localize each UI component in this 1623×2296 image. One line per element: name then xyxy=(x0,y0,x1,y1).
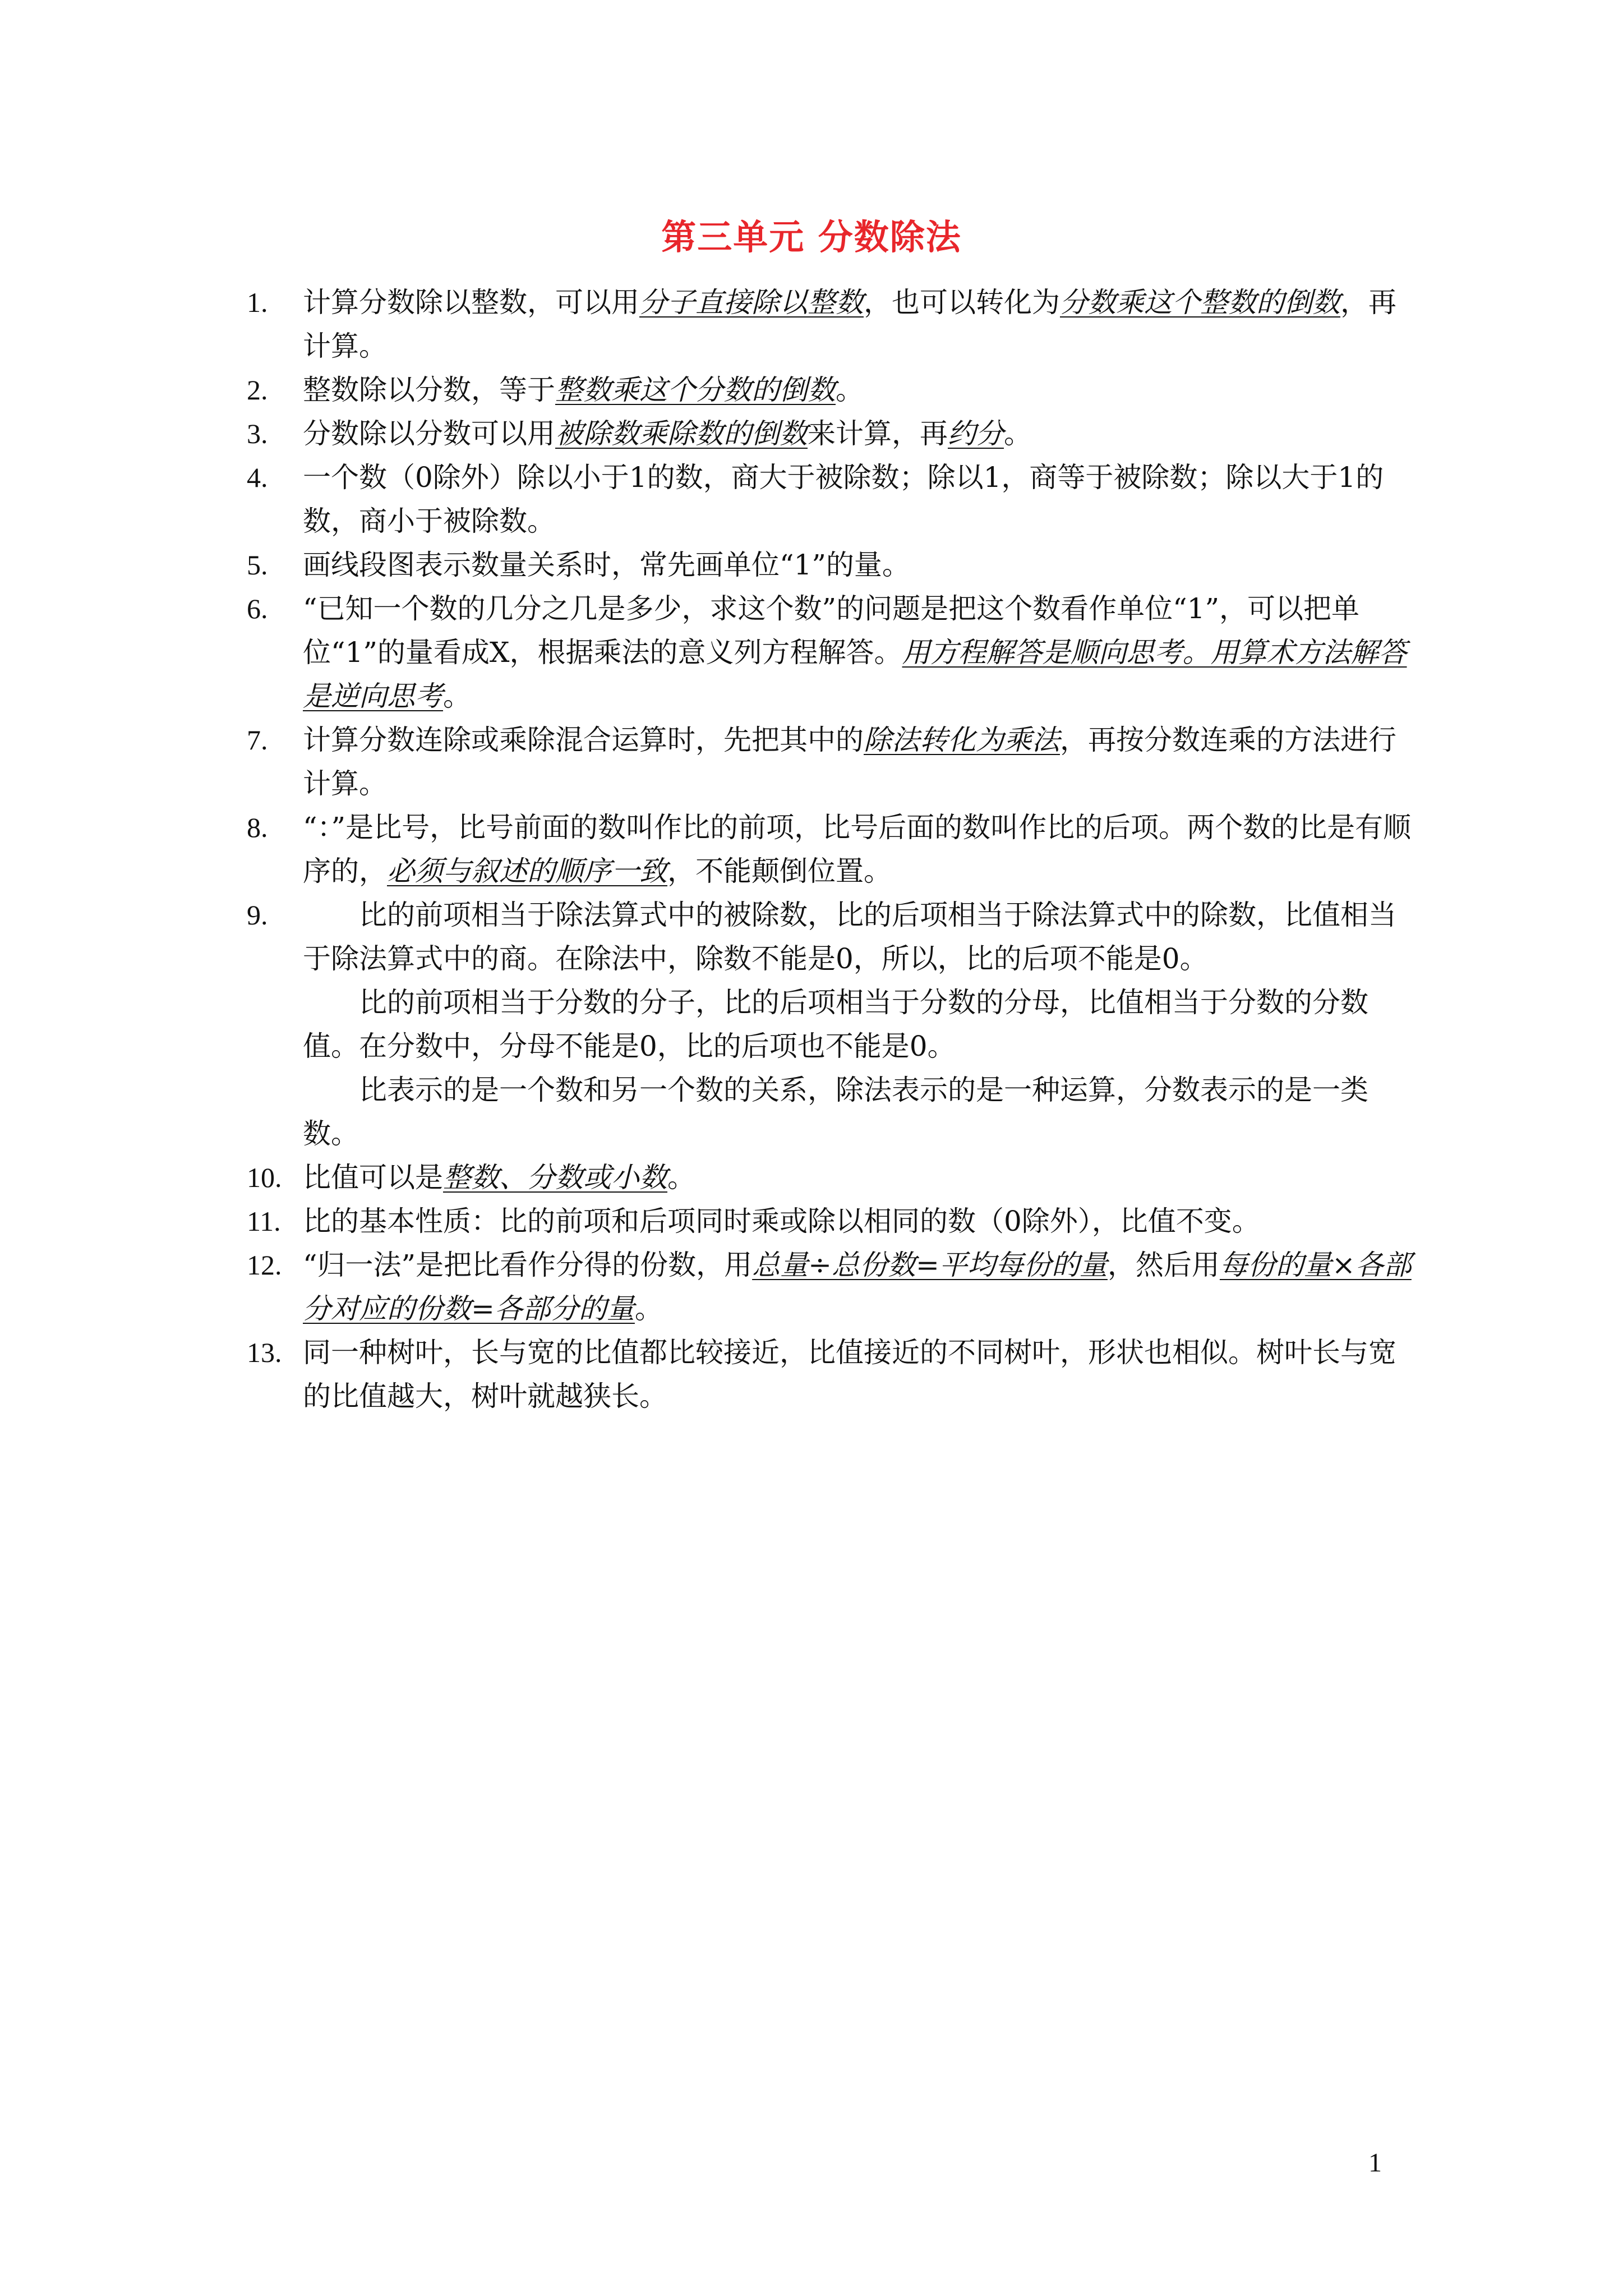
item-number: 11. xyxy=(247,1205,281,1237)
item-text: 比值可以是 xyxy=(303,1161,443,1194)
item-text: ，再计算。 xyxy=(303,286,1396,362)
item-text: ，然后用 xyxy=(1107,1249,1220,1281)
item-paragraph: 比表示的是一个数和另一个数的关系，除法表示的是一种运算，分数表示的是一类数。 xyxy=(303,1074,1368,1150)
list-item xyxy=(247,368,1413,412)
list-item xyxy=(247,1331,1413,1418)
item-text: 整数除以分数，等于 xyxy=(303,374,555,406)
list-item xyxy=(247,718,1413,806)
item-number: 10. xyxy=(247,1162,282,1193)
item-paragraph: 比的前项相当于分数的分子，比的后项相当于分数的分母，比值相当于分数的分数值。在分数中，分母不能是0，比的后项也不能是0。 xyxy=(303,986,1368,1062)
item-number: 12. xyxy=(247,1249,282,1281)
emphasis-text: 被除数乘除数的倒数 xyxy=(555,417,808,450)
list-item xyxy=(247,1156,1413,1199)
emphasis-text: 除法转化为乘法 xyxy=(864,724,1060,756)
item-paragraph: 比的前项相当于除法算式中的被除数，比的后项相当于除法算式中的除数，比值相当于除法算式中的商。在除法中，除数不能是0，所以，比的后项不能是0。 xyxy=(303,899,1396,975)
list-item xyxy=(247,455,1413,543)
item-text: ，也可以转化为 xyxy=(864,286,1060,319)
item-text: 计算分数除以整数，可以用 xyxy=(303,286,639,319)
emphasis-text: 整数、分数或小数 xyxy=(443,1161,667,1194)
list-item xyxy=(247,893,1413,1156)
emphasis-text: 总量÷总份数=平均每份的量 xyxy=(752,1249,1108,1281)
item-text: 计算分数连除或乘除混合运算时，先把其中的 xyxy=(303,724,864,756)
item-number: 8. xyxy=(247,812,268,843)
item-number: 9. xyxy=(247,899,268,931)
item-text: 分数除以分数可以用 xyxy=(303,417,555,450)
item-number: 2. xyxy=(247,374,268,406)
item-number: 1. xyxy=(247,287,268,318)
emphasis-text: 必须与叙述的顺序一致 xyxy=(387,855,667,887)
item-text: “已知一个数的几分之几是多少，求这个数”的问题是把这个数看作单位“1”，可以把单位“1”的量看成X，根据乘法的意义列方程解答。 xyxy=(303,592,1360,669)
item-text: ，不能颠倒位置。 xyxy=(667,855,892,887)
emphasis-text: 用方程解答是顺向思考。用算术方法解答是逆向思考 xyxy=(303,636,1407,712)
item-text: 。 xyxy=(634,1292,663,1325)
emphasis-text: 分子直接除以整数 xyxy=(639,286,864,319)
item-text: 比的基本性质：比的前项和后项同时乘或除以相同的数（0除外），比值不变。 xyxy=(303,1205,1260,1237)
item-text: 画线段图表示数量关系时，常先画单位“1”的量。 xyxy=(303,549,910,581)
item-number: 5. xyxy=(247,549,268,581)
list-item xyxy=(247,412,1413,455)
item-number: 13. xyxy=(247,1337,282,1368)
item-text: “归一法”是把比看作分得的份数，用 xyxy=(303,1249,753,1281)
notes-list xyxy=(247,280,1413,1418)
list-item xyxy=(247,543,1413,587)
list-item xyxy=(247,587,1413,718)
emphasis-text: 整数乘这个分数的倒数 xyxy=(555,374,836,406)
list-item xyxy=(247,806,1413,893)
emphasis-text: 约分 xyxy=(948,417,1004,450)
item-number: 6. xyxy=(247,593,268,624)
item-number: 4. xyxy=(247,462,268,493)
emphasis-text: 分数乘这个整数的倒数 xyxy=(1060,286,1340,319)
item-number: 7. xyxy=(247,724,268,756)
item-number: 3. xyxy=(247,418,268,449)
page-title: 第三单元 分数除法 xyxy=(661,217,962,257)
list-item xyxy=(247,1243,1413,1331)
emphasis-text: 每份的量×各部分对应的份数=各部分的量 xyxy=(303,1249,1412,1325)
item-text: ，再按分数连乘的方法进行计算。 xyxy=(303,724,1396,800)
item-text: 一个数（0除外）除以小于1的数，商大于被除数；除以1，商等于被除数；除以大于1的数，商小于被除数。 xyxy=(303,461,1384,537)
item-text: 。 xyxy=(443,680,471,712)
item-text: 。 xyxy=(836,374,864,406)
item-text: 。 xyxy=(667,1161,695,1194)
item-text: 。 xyxy=(1004,417,1032,450)
item-text: 来计算，再 xyxy=(808,417,948,450)
page-number: 1 xyxy=(1368,2148,1382,2178)
item-text: “：”是比号，比号前面的数叫作比的前项，比号后面的数叫作比的后项。两个数的比是有顺序的， xyxy=(303,811,1412,887)
list-item xyxy=(247,1199,1413,1243)
item-text: 同一种树叶，长与宽的比值都比较接近，比值接近的不同树叶，形状也相似。树叶长与宽的比值越大，树叶就越狭长。 xyxy=(303,1336,1396,1412)
list-item xyxy=(247,280,1413,368)
